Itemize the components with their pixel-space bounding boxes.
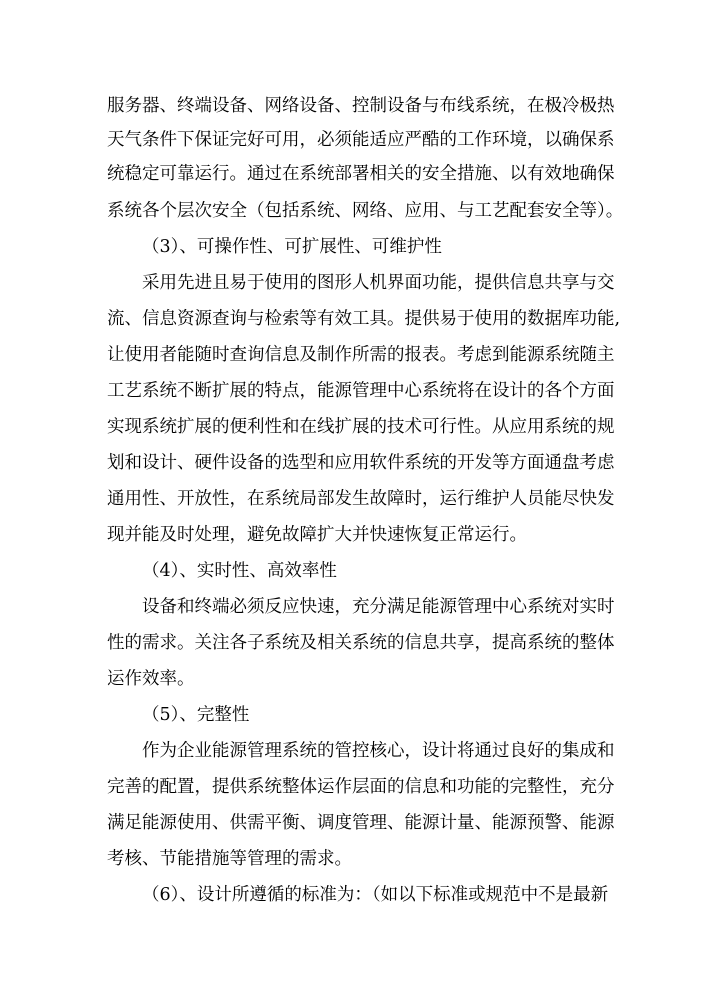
section-heading: （4）、实时性、高效率性 <box>142 561 337 581</box>
text-line: 系统各个层次安全（包括系统、网络、应用、与工艺配套安全等）。 <box>107 201 624 221</box>
section-heading: （3）、可操作性、可扩展性、可维护性 <box>142 237 442 257</box>
text-line: 满足能源使用、供需平衡、调度管理、能源计量、能源预警、能源 <box>107 813 615 833</box>
text-line: 服务器、终端设备、网络设备、控制设备与布线系统，在极冷极热 <box>107 96 615 116</box>
text-line: 实现系统扩展的便利性和在线扩展的技术可行性。从应用系统的规 <box>107 417 615 437</box>
text-line: 流、信息资源查询与检索等有效工具。提供易于使用的数据库功能, <box>107 309 621 329</box>
text-line: 运作效率。 <box>107 669 195 689</box>
text-line: 统稳定可靠运行。通过在系统部署相关的安全措施、以有效地确保 <box>107 164 615 184</box>
text-line: 采用先进且易于使用的图形人机界面功能，提供信息共享与交 <box>142 273 615 293</box>
text-line: 作为企业能源管理系统的管控核心，设计将通过良好的集成和 <box>142 741 615 761</box>
text-line: 设备和终端必须反应快速，充分满足能源管理中心系统对实时 <box>142 597 615 617</box>
text-line: 通用性、开放性，在系统局部发生故障时，运行维护人员能尽快发 <box>107 489 615 509</box>
text-line: 性的需求。关注各子系统及相关系统的信息共享，提高系统的整体 <box>107 633 615 653</box>
text-line: 工艺系统不断扩展的特点，能源管理中心系统将在设计的各个方面 <box>107 381 615 401</box>
text-line: 让使用者能随时查询信息及制作所需的报表。考虑到能源系统随主 <box>107 345 615 365</box>
text-line: 完善的配置，提供系统整体运作层面的信息和功能的完整性，充分 <box>107 777 615 797</box>
section-heading: （6）、设计所遵循的标准为：（如以下标准或规范中不是最新 <box>142 885 609 905</box>
section-heading: （5）、完整性 <box>142 705 250 725</box>
text-line: 现并能及时处理，避免故障扩大并快速恢复正常运行。 <box>107 525 527 545</box>
text-line: 天气条件下保证完好可用，必须能适应严酷的工作环境，以确保系 <box>107 130 615 150</box>
text-line: 考核、节能措施等管理的需求。 <box>107 849 352 869</box>
text-line: 划和设计、硬件设备的选型和应用软件系统的开发等方面通盘考虑 <box>107 453 615 473</box>
